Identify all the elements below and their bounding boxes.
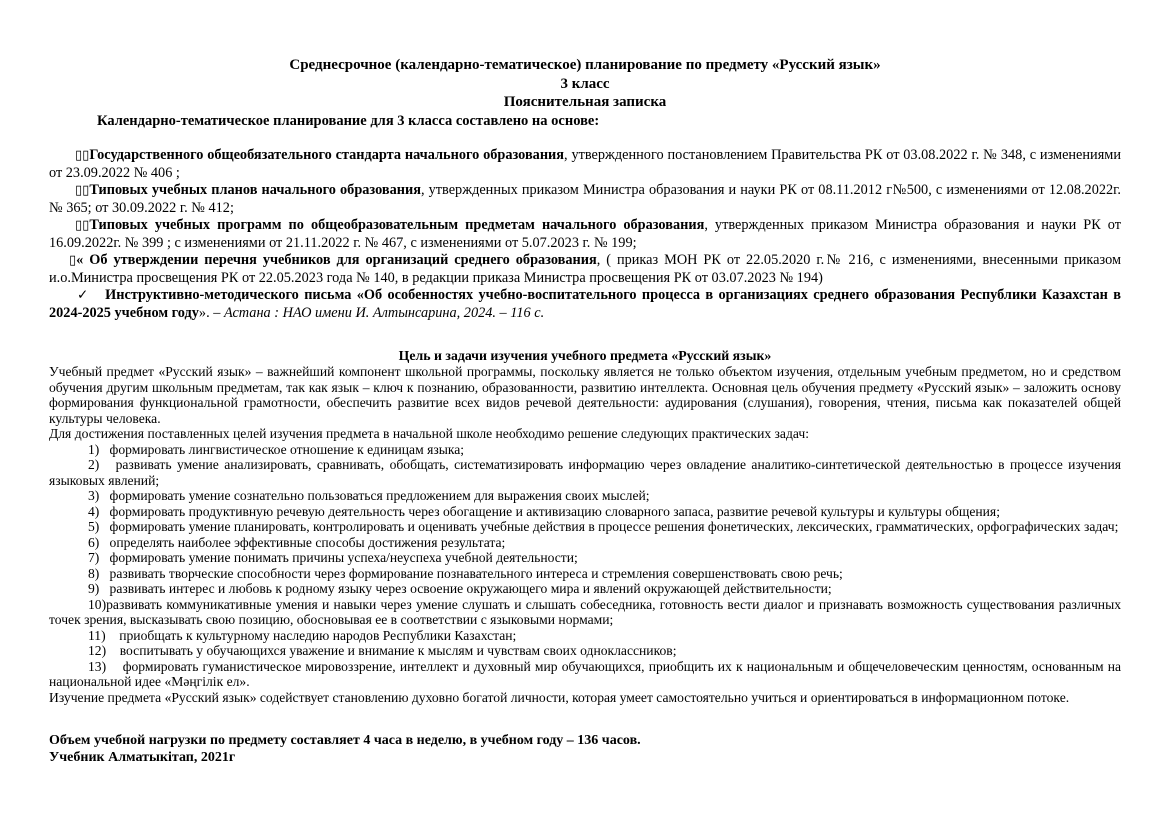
task-text: формировать умение понимать причины успеха/неуспеха учебной деятельности; [109,550,578,565]
basis-item-text: , утвержденного постановлением Правительства РК от 03.08.2022 г. № 348, с изменениями от 23.09.2022 № 406 ; [49,147,1121,181]
task-number: 4) [88,503,110,519]
task-text: определять наиболее эффективные способы достижения результата; [109,534,506,550]
task-number: 3) [88,488,110,503]
task-text: воспитывать у обучающихся уважение и внимание к мыслям и чувствам своих одноклассников; [119,643,677,658]
doc-subtitle: Пояснительная записка [503,94,667,110]
task-item [49,659,1121,690]
doc-title: Среднесрочное (календарно-тематическое) планирование по предмету «Русский язык» [289,57,881,73]
task-item [49,519,1121,535]
basis-item-text: , ( приказ МОН РК от 22.05.2020 г.№ 216, с изменениями, внесенными приказом и.о.Министра просвещения РК от 22.05.2023 года № 140, в редакции приказа Министра просвещения РК от 03.07.2023 № 194) [49,252,1121,286]
task-number: 2) [88,457,116,472]
basis-item-text: , утвержденных приказом Министра образования и науки РК от 16.09.2022г. № 399 ; с изменениями от 21.11.2022 г. № 467, с изменениями от 5.07.2023 г. № 199; [49,217,1121,251]
task-number: 11) [88,627,120,643]
task-text: развивать коммуникативные умения и навыки через умение слушать и слышать собеседника, готовность вести диалог и признавать возможность существования различных точек зрения, высказывать свою позицию, обосновывая ее в соответствии с языковыми нормами; [49,596,1121,627]
basis-item [49,252,1121,287]
intro-line: Календарно-тематическое планирование для 3 класса составлено на основе: [97,112,600,129]
goals-heading: Цель и задачи изучения учебного предмета «Русский язык» [398,348,772,363]
list-marker-icon: ▯▯ [75,148,90,163]
task-text: приобщать к культурному наследию народов Республики Казахстан; [119,627,517,643]
task-text: формировать умение сознательно пользоваться предложением для выражения своих мыслей; [109,488,650,503]
basis-item [49,287,1121,322]
textbook-line: Учебник Алматыкітап, 2021г [49,749,236,765]
basis-item-text: ». [198,304,214,321]
task-number: 10) [88,596,107,612]
basis-item-bold-text: Государственного общеобязательного стандарта начального образования [89,147,565,163]
task-item [49,504,1121,520]
task-text: формировать умение планировать, контролировать и оценивать учебные действия в процессе решения фонетических, лексических, грамматических, орфографических задач; [109,519,1119,534]
task-number: 8) [88,565,110,581]
task-number: 13) [88,658,123,674]
task-item [49,643,1121,659]
goals-paragraph-1: Учебный предмет «Русский язык» – важнейший компонент школьной программы, поскольку является не только объектом изучения, отдельным учебным предметом, но и средством обучения другим школьным предметам, так как язык – ключ к познанию, образованности, развитию интеллекта. Основная цель обучения предмету «Русский язык» – заложить основу формирования функциональной грамотности, обеспечить развитие всех видов речевой деятельности: аудирования (слушания), говорения, чтения, письма как показателей общей культуры человека. [49,364,1121,426]
task-item [49,550,1121,566]
basis-item-bold-text: Инструктивно-методического письма «Об особенностях учебно-воспитательного процесса в организациях среднего образования Республики Казахстан в 2024-2025 учебном году [49,287,1122,321]
task-number: 5) [88,519,110,534]
footer-block [49,733,1121,766]
task-number: 1) [88,441,110,457]
task-number: 9) [88,581,110,596]
task-item [49,597,1121,628]
list-marker-icon: ▯▯ [75,218,90,233]
basis-item [49,182,1121,217]
task-number: 6) [88,534,110,550]
list-marker-icon: ✓ [77,287,91,303]
doc-grade: 3 класс [560,75,610,92]
task-text: развивать интерес и любовь к родному языку через освоение окружающего мира и явлений окружающей действительности; [109,581,832,596]
task-item [49,457,1121,488]
tasks-list [49,442,1121,690]
workload-line: Объем учебной нагрузки по предмету составляет 4 часа в неделю, в учебном году – 136 часов. [49,733,641,748]
tasks-intro: Для достижения поставленных целей изучения предмета в начальной школе необходимо решение следующих практических задач: [49,426,809,441]
task-text: развивать умение анализировать, сравнивать, обобщать, систематизировать информацию через овладение аналитико-синтетической деятельностью в процессе изучения языковых явлений; [49,457,1121,488]
task-item [49,535,1121,551]
task-text: формировать гуманистическое мировоззрение, интеллект и духовный мир обучающихся, приобщить их к национальным и общечеловеческим ценностям, основанным на национальной идее «Мәңгілік ел». [49,658,1122,689]
task-item [49,442,1121,458]
task-item [49,566,1121,582]
task-number: 7) [88,550,110,565]
list-marker-icon: ▯▯ [75,183,90,198]
task-text: развивать творческие способности через формирование познавательного интереса и стремления совершенствовать свою речь; [109,565,843,581]
basis-item-bold-text: « Об утверждении перечня учебников для организаций среднего образования [76,252,597,268]
basis-item-bold-text: Типовых учебных программ по общеобразовательным предметам начального образования [89,217,705,233]
task-number: 12) [88,643,120,658]
task-text: формировать продуктивную речевую деятельность через обогащение и активизацию словарного запаса, развитие речевой культуры и культуры общения; [109,503,1000,519]
basis-item-bold-text: Типовых учебных планов начального образования [89,182,421,198]
goals-paragraph-2: Изучение предмета «Русский язык» содействует становлению духовно богатой личности, которая умеет самостоятельно учиться и ориентироваться в информационном потоке. [49,689,1070,705]
task-item [49,628,1121,644]
basis-item-italic-text: – Астана : НАО имени И. Алтынсарина, 2024. – 116 с. [213,304,545,321]
basis-item [49,217,1121,252]
basis-item-text: , утвержденных приказом Министра образования и науки РК от 08.11.2012 г№500, с изменениями от 12.08.2022г. № 365; от 30.09.2022 г. № 412; [49,182,1121,216]
basis-list [49,147,1121,322]
list-marker-icon: ▯ [69,253,77,268]
basis-item [49,147,1121,182]
task-text: формировать лингвистическое отношение к единицам языка; [109,441,465,457]
task-item [49,581,1121,597]
task-item [49,488,1121,504]
